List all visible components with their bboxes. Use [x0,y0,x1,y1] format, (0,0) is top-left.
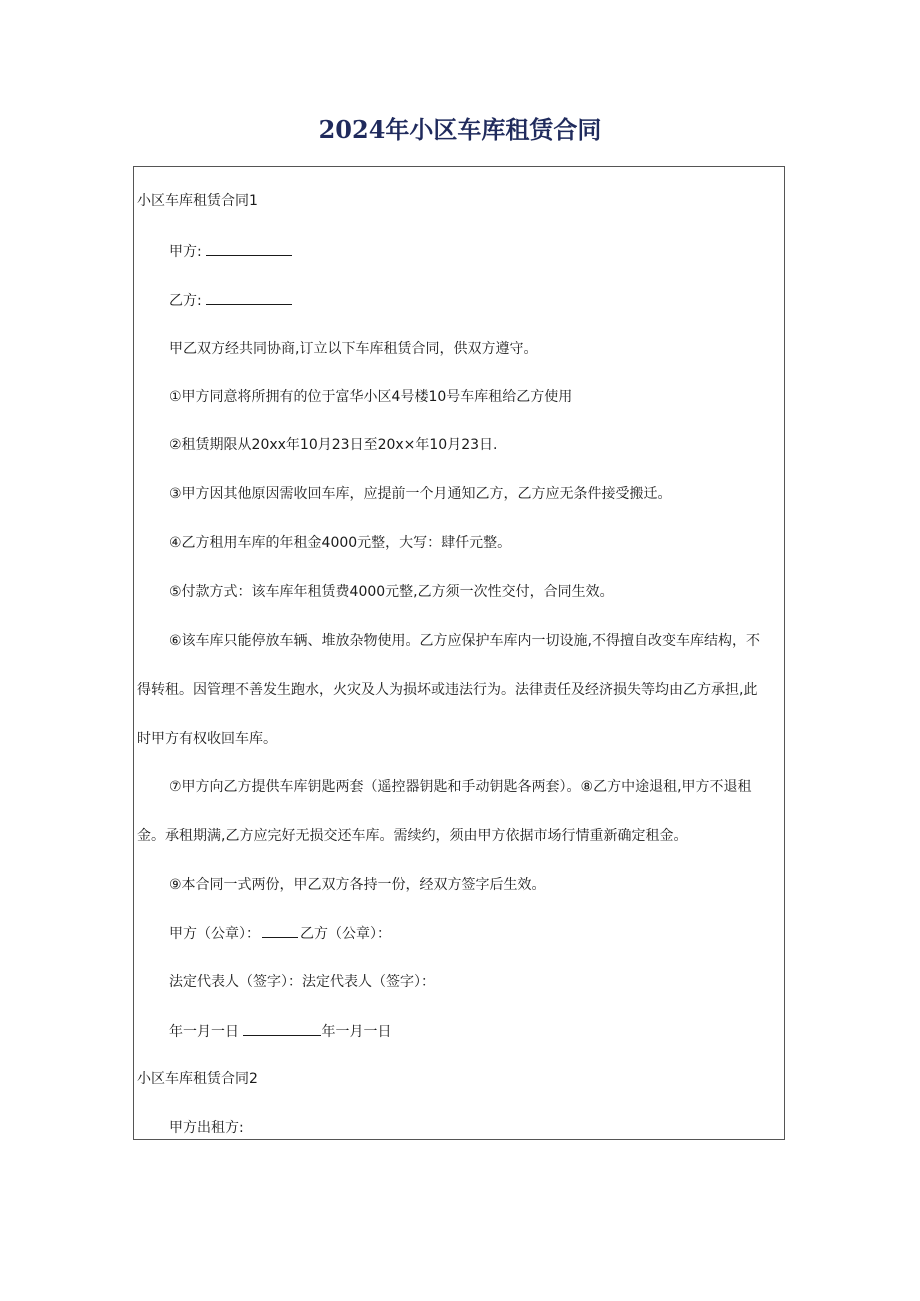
document-title: 2024年小区车库租赁合同 [318,115,602,144]
party-a-blank [206,241,292,256]
clause-3: ③甲方因其他原因需收回车库，应提前一个月通知乙方，乙方应无条件接受搬迁。 [169,486,672,502]
party-b-line [134,290,785,311]
date-blank [243,1021,321,1036]
clause-5: ⑤付款方式：该车库年租赁费4000元整,乙方须一次性交付，合同生效。 [169,584,614,600]
clause-9: ⑨本合同一式两份，甲乙双方各持一份，经双方签字后生效。 [169,877,546,893]
clause-4: ④乙方租用车库的年租金4000元整，大写：肆仟元整。 [169,535,512,551]
clause-6-line-1: ⑥该车库只能停放车辆、堆放杂物使用。乙方应保护车库内一切设施,不得擅自改变车库结构，不 [169,633,760,649]
clause-1: ①甲方同意将所拥有的位于富华小区4号楼10号车库租给乙方使用 [169,389,573,405]
party-b-label: 乙方: [169,293,202,309]
clause-2: ②租赁期限从20xx年10月23日至20x×年10月23日. [169,437,498,453]
seal-a-label: 甲方（公章）： [169,926,260,942]
date-a: 年一月一日 [169,1024,239,1040]
party-b-blank [206,290,292,305]
seal-b-label: 乙方（公章）： [300,926,391,942]
seal-a-blank [262,923,298,938]
section-1-heading: 小区车库租赁合同1 [137,193,258,209]
party-a-label: 甲方: [169,244,202,260]
section-2-party-a: 甲方出租方: [169,1120,244,1136]
party-a-line [134,241,785,262]
clause-7-line-1: ⑦甲方向乙方提供车库钥匙两套（遥控器钥匙和手动钥匙各两套）。⑧乙方中途退租,甲方不退租 [169,779,752,795]
seal-line [134,923,785,944]
contract-content-box [133,166,785,1140]
section-2-heading: 小区车库租赁合同2 [137,1071,258,1087]
representatives-line: 法定代表人（签字）：法定代表人（签字）： [169,974,435,990]
clause-6-line-3: 时甲方有权收回车库。 [137,731,277,747]
intro-paragraph: 甲乙双方经共同协商,订立以下车库租赁合同，供双方遵守。 [169,341,538,357]
clause-7-line-2: 金。承租期满,乙方应完好无损交还车库。需续约，须由甲方依据市场行情重新确定租金。 [137,828,688,844]
clause-6-line-2: 得转租。因管理不善发生跑水，火灾及人为损坏或违法行为。法律责任及经济损失等均由乙方承担,此 [137,682,758,698]
date-line [134,1021,785,1042]
date-b: 年一月一日 [321,1024,392,1040]
